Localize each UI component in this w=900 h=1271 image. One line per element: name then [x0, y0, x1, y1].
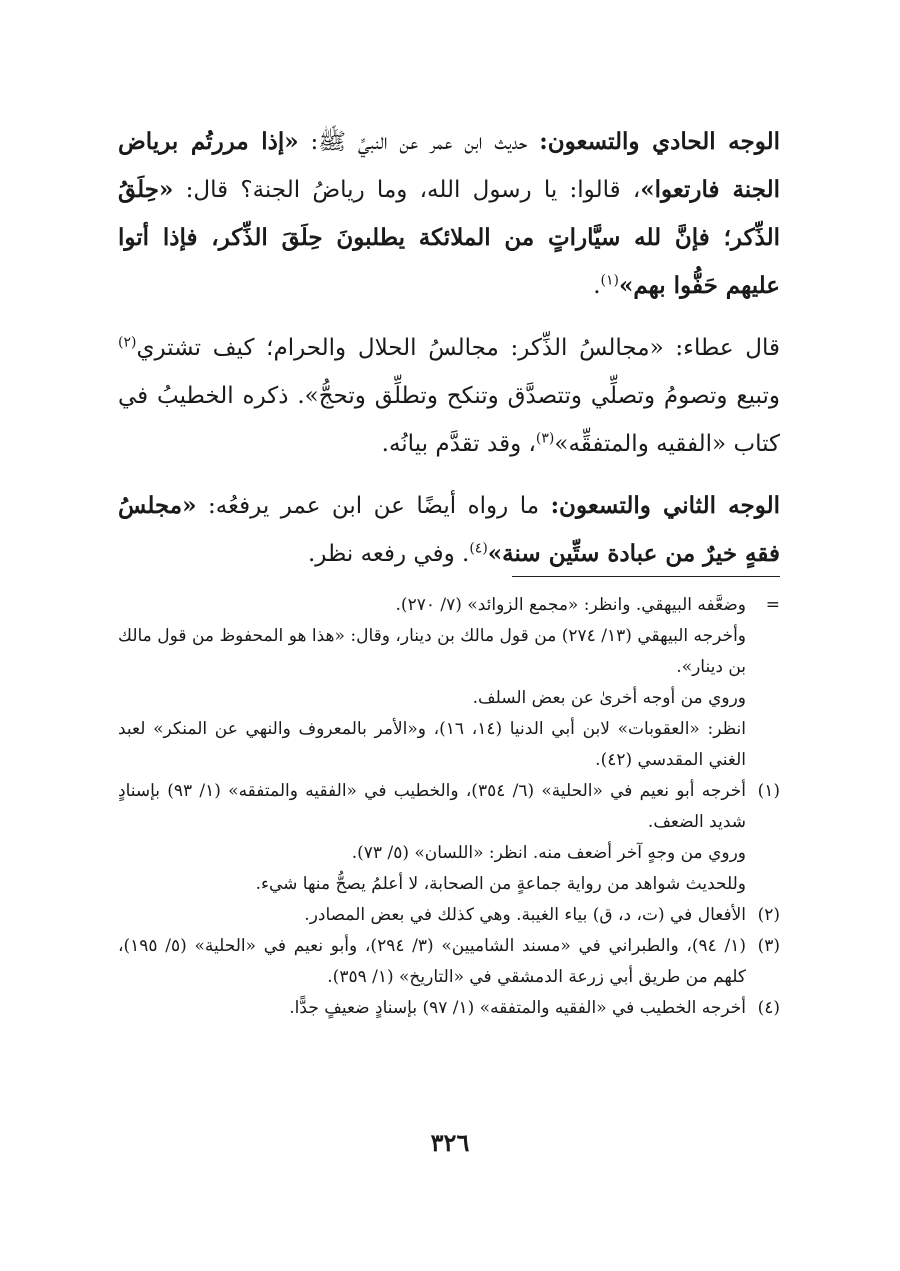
- paragraph-91: الوجه الحادي والتسعون: حديث ابن عمر عن النبيِّ ﷺ: «إذا مررتُم برياض الجنة فارتعوا»، قالوا: يا رسول الله، وما رياضُ الجنة؟ قال: «حِلَقُ الذِّكر؛ فإنَّ لله سيَّاراتٍ من الملائكة يطلبونَ حِلَقَ الذِّكر، فإذا أتوا عليهم حَفُّوا بهم»$^{(١)}$.: [118, 128, 780, 299]
- footnote-line: [118, 590, 780, 621]
- footnote-marker: [746, 683, 780, 714]
- footnote-text: وللحديث شواهد من رواية جماعةٍ من الصحابة، لا أعلمُ يصحُّ منها شيء.: [255, 874, 746, 894]
- section-heading-91: الوجه الحادي والتسعون:: [539, 128, 780, 155]
- footnote-text: وأخرجه البيهقي (١٣/ ٢٧٤) من قول مالك بن دينار، وقال: «هذا هو المحفوظ من قول مالك بن دينار».: [118, 626, 746, 677]
- footnote-marker: [746, 869, 780, 900]
- footnote-line: [118, 900, 780, 931]
- footnote-separator: [512, 576, 780, 577]
- footnote-text: وروي من وجهٍ آخر أضعف منه. انظر: «اللسان» (٥/ ٧٣).: [351, 843, 746, 863]
- footnote-line: [118, 683, 780, 714]
- footnote-line: [118, 931, 780, 993]
- footnote-text: وضعَّفه البيهقي. وانظر: «مجمع الزوائد» (٧/ ٢٧٠).: [395, 595, 746, 615]
- footnote-line: [118, 993, 780, 1024]
- footnote-ref-1: (١): [600, 272, 619, 289]
- paragraph-ata: قال عطاء: «مجالسُ الذِّكر: مجالسُ الحلال والحرام؛ كيف تشتري$^{(٢)}$ وتبيع وتصومُ وتصلِّي وتتصدَّق وتنكح وتطلِّق وتحجُّ». ذكره الخطيبُ في كتاب «الفقيه والمتفقِّه»$^{(٣)}$، وقد تقدَّم بيانُه.: [118, 334, 780, 457]
- footnote-line: [118, 621, 780, 683]
- footnote-marker: (٣): [757, 936, 780, 956]
- paragraph-92: الوجه الثاني والتسعون: ما رواه أيضًا عن ابن عمر يرفعُه: «مجلسُ فقهٍ خيرٌ من عبادة ستِّين سنة»$^{(٤)}$. وفي رفعه نظر.: [118, 492, 780, 567]
- footnote-text: (١/ ٩٤)، والطبراني في «مسند الشاميين» (٣/ ٢٩٤)، وأبو نعيم في «الحلية» (٥/ ١٩٥)، كلهم من طريق أبي زرعة الدمشقي في «التاريخ» (١/ ٣٥٩).: [118, 936, 746, 987]
- footnote-line: [118, 776, 780, 838]
- footnote-ref-3: (٣): [535, 430, 555, 447]
- page-number: ٣٢٦: [430, 1128, 470, 1157]
- footnote-line: [118, 714, 780, 776]
- footnote-marker: [746, 714, 780, 776]
- footnotes: [118, 590, 780, 1024]
- footnote-line: [118, 869, 780, 900]
- footnote-text: وروي من أوجه أخرىٰ عن بعض السلف.: [472, 688, 746, 708]
- footnote-marker: =: [765, 595, 780, 615]
- footnote-text: الأفعال في (ت، د، ق) بياء الغيبة. وهي كذلك في بعض المصادر.: [304, 905, 746, 925]
- footnote-marker: (١): [757, 781, 780, 801]
- section-heading-92: الوجه الثاني والتسعون:: [550, 492, 780, 519]
- footnote-marker: [746, 621, 780, 683]
- footnote-text: أخرجه أبو نعيم في «الحلية» (٦/ ٣٥٤)، والخطيب في «الفقيه والمتفقه» (١/ ٩٣) بإسنادٍ شديد الضعف.: [118, 781, 746, 832]
- footnote-marker: (٤): [757, 998, 780, 1018]
- footnote-marker: (٢): [757, 905, 780, 925]
- footnote-ref-4: (٤): [469, 540, 488, 557]
- footnote-text: أخرجه الخطيب في «الفقيه والمتفقه» (١/ ٩٧) بإسنادٍ ضعيفٍ جدًّا.: [289, 998, 746, 1018]
- main-text: [118, 118, 780, 592]
- footnote-line: [118, 838, 780, 869]
- footnote-text: انظر: «العقوبات» لابن أبي الدنيا (١٤، ١٦)، و«الأمر بالمعروف والنهي عن المنكر» لعبد الغني المقدسي (٤٢).: [118, 719, 746, 770]
- footnote-ref-2: (٢): [118, 334, 137, 351]
- footnote-marker: [746, 838, 780, 869]
